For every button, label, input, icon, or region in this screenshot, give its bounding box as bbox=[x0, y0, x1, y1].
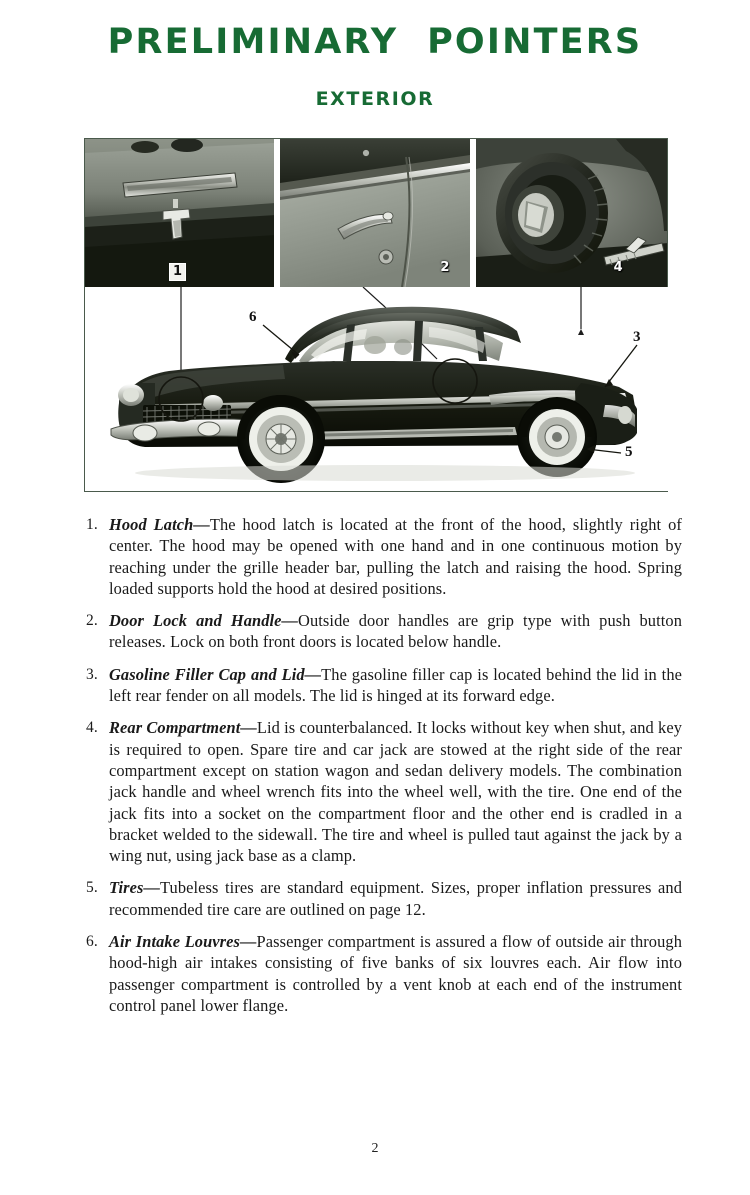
item-term: Hood Latch bbox=[109, 515, 194, 534]
item-dash: — bbox=[143, 878, 160, 898]
hood-latch-photo bbox=[85, 139, 274, 287]
list-item bbox=[84, 717, 682, 866]
list-item bbox=[84, 610, 682, 653]
item-term: Tires bbox=[109, 878, 144, 898]
item-body: Outside door handles are grip type with push button releases. Lock on both front doors is located below handle. bbox=[109, 611, 682, 652]
item-dash: — bbox=[240, 718, 257, 738]
list-item bbox=[84, 664, 682, 707]
item-term: Air Intake Louvres bbox=[109, 932, 241, 952]
page-number: 2 bbox=[371, 1141, 379, 1156]
item-number: 5. bbox=[86, 879, 98, 897]
item-number: 4. bbox=[86, 719, 98, 737]
item-term: Gasoline Filler Cap and Lid bbox=[109, 664, 305, 684]
callout-label-3: 3 bbox=[633, 329, 641, 345]
section-title: EXTERIOR bbox=[315, 88, 435, 110]
page-title: PRELIMINARY POINTERS bbox=[107, 22, 643, 62]
callout-label-5: 5 bbox=[625, 444, 633, 460]
door-handle-photo bbox=[280, 139, 469, 287]
item-dash: — bbox=[193, 515, 210, 534]
rear-compartment-image bbox=[476, 139, 667, 287]
sedan-side-view-photo bbox=[85, 287, 669, 491]
photo-callout-4: 4 bbox=[613, 260, 623, 275]
item-term: Rear Compartment bbox=[109, 718, 241, 738]
list-item bbox=[84, 514, 682, 599]
item-dash: — bbox=[304, 664, 322, 684]
photo-callout-1: 1 bbox=[169, 263, 186, 281]
pointer-list bbox=[84, 514, 682, 1027]
detail-photo-strip bbox=[85, 139, 667, 287]
item-number: 2. bbox=[86, 612, 98, 630]
rear-compartment-photo bbox=[476, 139, 667, 287]
item-body: The gasoline filler cap is located behind the lid in the left rear fender on all models. The lid is hinged at its forward edge. bbox=[109, 664, 682, 706]
list-item bbox=[84, 877, 682, 920]
photo-callout-2: 2 bbox=[440, 260, 450, 275]
item-dash: — bbox=[240, 932, 257, 952]
item-number: 1. bbox=[86, 516, 98, 533]
item-number: 6. bbox=[86, 933, 98, 951]
callout-label-6: 6 bbox=[249, 309, 257, 325]
item-number: 3. bbox=[86, 665, 98, 683]
item-body: Lid is counterbalanced. It locks without key when shut, and key is required to open. Spare tire and car jack are stowed at the right side of the rear compartment except on station wagon and sedan delivery models. The combination jack handle and wheel wrench fits into the wheel well, with the tire. One end of the jack fits into a socket on the compartment floor and the other end is cradled in a bracket welded to the sidewall. The tire and wheel is pulled taut against the jack by a wing nut, using jack base as a clamp. bbox=[109, 718, 683, 866]
item-term: Door Lock and Handle bbox=[109, 611, 282, 631]
item-body: The hood latch is located at the front of the hood, slightly right of center. The hood may be opened with one hand and in one continuous motion by reaching under the grille header bar, pulling the latch and raising the hood. Spring loaded supports hold the hood at desired positions. bbox=[109, 515, 682, 598]
item-body: Tubeless tires are standard equipment. Sizes, proper inflation pressures and recommended tire care are outlined on page 12. bbox=[109, 878, 682, 919]
list-item bbox=[84, 931, 682, 1016]
sedan-illustration bbox=[85, 287, 669, 491]
item-dash: — bbox=[281, 611, 299, 631]
exterior-figure-block bbox=[84, 138, 668, 492]
item-body: Passenger compartment is assured a flow of outside air through hood-high air intakes consisting of five banks of six louvres each. Air flow into passenger compartment is controlled by a vent knob at each end of the instrument control panel lower flange. bbox=[109, 932, 682, 1015]
